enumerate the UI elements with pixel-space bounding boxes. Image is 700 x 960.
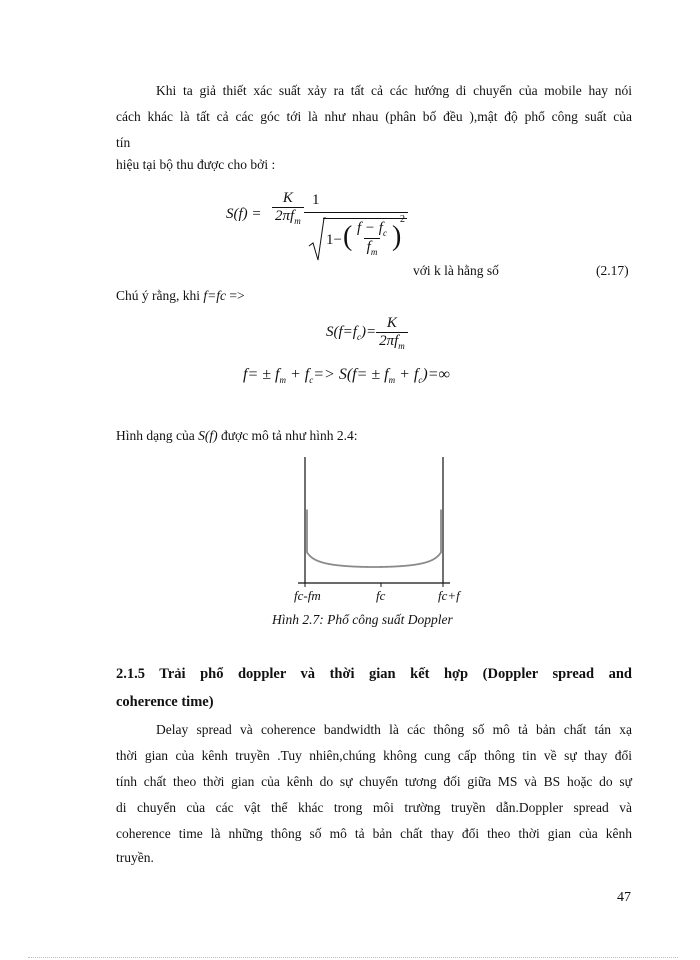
- paragraph2-line4: di chuyển của các vật thể khác trong môi trường truyền dẫn.Doppler spread và: [116, 800, 632, 815]
- tick-label-center: fc: [376, 588, 386, 603]
- equation-3-part-a: f= ± f: [243, 366, 280, 383]
- doppler-spectrum-figure: [290, 455, 470, 605]
- page-number: 47: [617, 890, 631, 905]
- tick-label-right: fc+f: [438, 588, 460, 603]
- sqrt-sign-icon: [308, 216, 326, 262]
- equation-3-sub-d: c: [418, 375, 423, 386]
- equation-3-part-b: + f: [285, 366, 310, 383]
- note-arrow: =>: [225, 288, 245, 303]
- note-prefix: Chú ý rằng, khi: [116, 288, 204, 303]
- equation-main-2pifm: 2πf: [275, 208, 295, 224]
- equation-main-fraction-bar: [304, 212, 408, 213]
- doppler-curve: [307, 509, 441, 567]
- equation-main-2pifm-sub: m: [294, 216, 301, 226]
- equation-3-sub-c: m: [388, 375, 396, 386]
- figure-intro: [116, 423, 358, 449]
- equation-main-one-minus: 1−: [326, 232, 342, 248]
- equation-2-fraction: [376, 315, 408, 351]
- equation-3-part-c: => S(f= ± f: [313, 366, 389, 383]
- paragraph2-line6: truyền.: [116, 850, 154, 865]
- equation-main: [226, 188, 426, 268]
- equation-main-note: với k là hằng số: [413, 263, 499, 278]
- note-condition: f=fc: [203, 288, 226, 303]
- section-heading-line1: 2.1.5 Trải phổ doppler và thời gian kết hợp (Doppler spread and: [116, 666, 632, 682]
- paragraph2-line3: tính chất theo thời gian của kênh do sự chuyển tương đối giữa MS và BS hoặc do sự: [116, 774, 632, 789]
- equation-3-part-d: + f: [395, 366, 419, 383]
- equation-main-inner-den: f: [366, 239, 371, 255]
- paragraph1-line2: cách khác là tất cả các góc tới là như nhau (phân bố đều ),mật độ phổ công suất của: [116, 109, 632, 124]
- equation-3-sub-b: c: [309, 375, 314, 386]
- equation-2-den: 2πf: [379, 333, 399, 349]
- equation-main-lhs: S(f) =: [226, 206, 262, 222]
- equation-2-lhs-end: )=: [360, 324, 377, 340]
- equation-main-exponent: 2: [400, 214, 405, 225]
- left-paren-icon: (: [343, 221, 353, 252]
- equation-2: [326, 310, 408, 356]
- paragraph1-line3: tín: [116, 135, 131, 150]
- equation-2-num: K: [386, 315, 397, 331]
- equation-main-one: 1: [312, 192, 320, 208]
- sqrt-overline: [323, 218, 407, 219]
- right-paren-icon: ): [392, 221, 402, 252]
- equation-3: [243, 366, 450, 385]
- equation-main-k: K: [282, 190, 293, 206]
- equation-main-inner-fraction: [354, 220, 390, 257]
- paragraph1-line1: Khi ta giả thiết xác suất xảy ra tất cả các hướng di chuyển của mobile hay nói: [156, 83, 632, 98]
- equation-2-lhs: S(f=f: [326, 324, 357, 340]
- paragraph2-line2: thời gian của kênh truyền .Tuy nhiên,chúng không cung cấp thông tin về sự thay đổi: [116, 748, 632, 763]
- paragraph2-line1: Delay spread và coherence bandwidth là các thông số mô tả bản chất tán xạ: [156, 722, 632, 737]
- equation-3-part-e: )=∞: [422, 366, 450, 383]
- equation-main-inner-num-sub: c: [382, 228, 387, 238]
- note-line: [116, 283, 245, 309]
- figure-intro-prefix: Hình dạng của: [116, 428, 199, 443]
- paragraph1-line4: hiệu tại bộ thu được cho bởi :: [116, 157, 276, 172]
- equation-2-den-sub: m: [398, 341, 405, 351]
- page-bottom-divider: [28, 957, 678, 958]
- equation-main-fraction-k: [272, 190, 304, 226]
- figure-caption: Hình 2.7: Phổ công suất Doppler: [272, 612, 453, 627]
- figure-intro-symbol: S(f): [198, 428, 218, 443]
- equation-number: (2.17): [596, 263, 629, 278]
- figure-intro-suffix: được mô tả như hình 2.4:: [217, 428, 358, 443]
- equation-main-inner-den-sub: m: [370, 247, 378, 257]
- paragraph2-line5: coherence time là những thông số mô tả bản chất thay đổi theo thời gian của kênh: [116, 826, 632, 841]
- section-heading-line2: coherence time): [116, 694, 214, 710]
- equation-3-sub-a: m: [279, 375, 286, 386]
- equation-main-inner-num: f − f: [357, 220, 383, 236]
- equation-2-lhs-sub: c: [356, 332, 361, 342]
- tick-label-left: fc-fm: [294, 588, 321, 603]
